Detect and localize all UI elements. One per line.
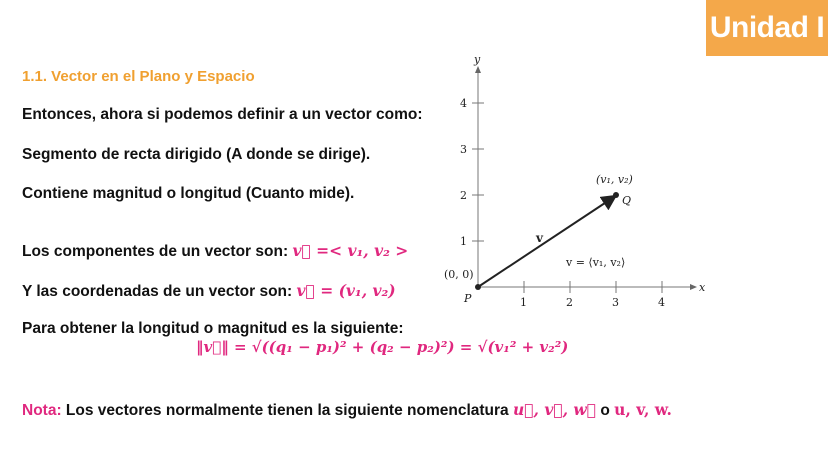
definition-line: Entonces, ahora si podemos definir a un vector como: xyxy=(22,106,423,123)
components-math: v⃗ =< v₁, v₂ > xyxy=(292,241,409,260)
point-p-dot xyxy=(475,284,481,290)
vector-definition: v = ⟨v₁, v₂⟩ xyxy=(566,256,626,269)
point-q-dot xyxy=(613,192,619,198)
section-title: 1.1. Vector en el Plano y Espacio xyxy=(22,68,255,85)
point-p-label: P xyxy=(464,292,472,305)
nota-label: Nota: xyxy=(22,402,62,419)
vector-graph xyxy=(436,52,708,314)
nota-bold-vectors: u, v, w. xyxy=(614,400,672,419)
magnitude-line: Contiene magnitud o longitud (Cuanto mide). xyxy=(22,185,355,202)
x-tick-1: 1 xyxy=(520,296,527,309)
segment-line: Segmento de recta dirigido (A donde se dirige). xyxy=(22,146,371,163)
coordinates-math: v⃗ = (v₁, v₂) xyxy=(296,281,396,300)
magnitude-formula: ‖v⃗‖ = √((q₁ − p₁)² + (q₂ − p₂)²) = √(v₁² + v₂²) xyxy=(196,338,569,356)
point-q-label: Q xyxy=(622,194,632,207)
y-tick-4: 4 xyxy=(460,97,467,110)
q-coords-label: (v₁, v₂) xyxy=(596,173,633,186)
y-tick-3: 3 xyxy=(460,143,467,156)
nota-italic-vectors: u⃗, v⃗, w⃗ xyxy=(512,400,597,419)
vector-label: v xyxy=(536,231,543,245)
y-tick-1: 1 xyxy=(460,235,467,248)
unit-badge: Unidad I xyxy=(706,0,828,56)
components-text: Los componentes de un vector son: xyxy=(22,243,289,260)
y-ticks xyxy=(460,97,484,248)
y-axis-label: y xyxy=(474,53,481,66)
x-ticks xyxy=(520,281,665,309)
y-tick-2: 2 xyxy=(460,189,467,202)
coordinates-text: Y las coordenadas de un vector son: xyxy=(22,283,293,300)
vector-arrow xyxy=(478,197,614,287)
components-line xyxy=(22,241,408,261)
x-tick-2: 2 xyxy=(566,296,573,309)
coordinates-line xyxy=(22,281,396,301)
length-intro-line: Para obtener la longitud o magnitud es la siguiente: xyxy=(22,320,404,337)
x-tick-4: 4 xyxy=(658,296,665,309)
x-axis-label: x xyxy=(699,281,706,294)
nota-connector: o xyxy=(600,402,610,419)
nota-text: Los vectores normalmente tienen la siguiente nomenclatura xyxy=(65,402,509,419)
x-tick-3: 3 xyxy=(612,296,619,309)
nota-line xyxy=(22,400,672,420)
origin-label: (0, 0) xyxy=(444,268,474,281)
